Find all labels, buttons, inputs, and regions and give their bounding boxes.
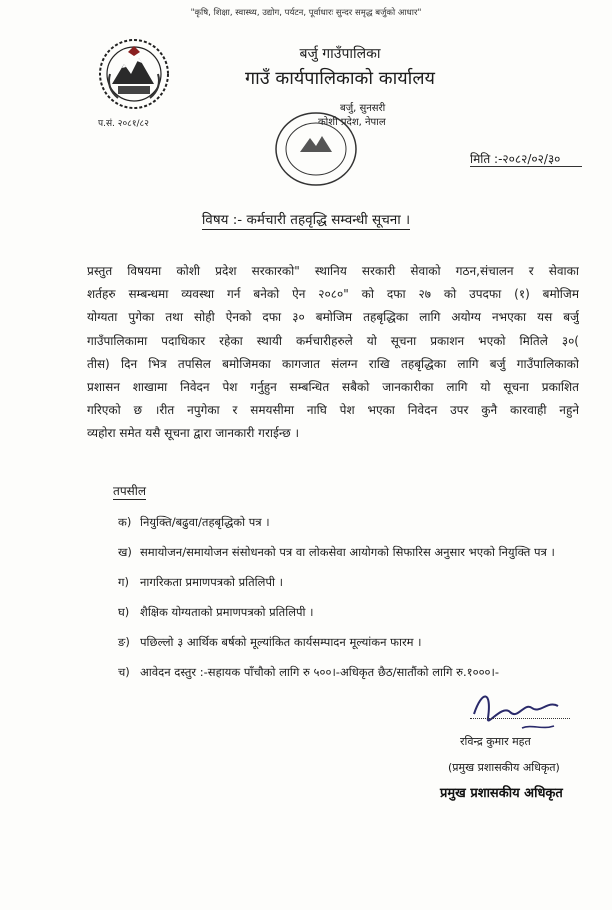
list-item-label: ङ)	[118, 635, 130, 649]
list-item	[112, 602, 582, 623]
list-item-label: क)	[118, 515, 132, 529]
list-item-text: आवेदन दस्तुर :-सहायक पाँचौको लागि रु ५००।-अधिकृत छैठ/सातौंको लागि रु.१०००।-	[140, 665, 500, 679]
office-title: गाउँ कार्यपालिकाको कार्यालय	[245, 68, 435, 89]
signatory-stamp: प्रमुख प्रशासकीय अधिकृत	[440, 786, 563, 801]
notice-body	[87, 260, 579, 446]
list-item	[112, 512, 582, 533]
list-item-label: घ)	[118, 605, 130, 619]
body-line: तीस) दिन भित्र तपसिल बमोजिमका कागजात संलग्न राखि तहबृद्धिका लागि बर्जु गाउँपालिकाको	[87, 356, 579, 371]
list-item	[112, 542, 582, 563]
list-item-text: समायोजन/समायोजन संसोधनको पत्र वा लोकसेवा आयोगको सिफारिस अनुसार भएको नियुक्ति पत्र ।	[140, 545, 555, 559]
list-item-text: नागरिकता प्रमाणपत्रको प्रतिलिपी ।	[140, 575, 283, 589]
subject-text: विषय :- कर्मचारी तहवृद्धि सम्वन्धी सूचना ।	[201, 212, 411, 228]
body-line: व्यहोरा समेत यसै सूचना द्वारा जानकारी गराईन्छ ।	[87, 426, 300, 441]
list-item-text: पछिल्लो ३ आर्थिक बर्षको मूल्यांकित कार्यसम्पादन मूल्यांकन फारम ।	[140, 635, 422, 649]
date-label: मिति :-२०८२/०२/३०	[470, 152, 561, 166]
office-province: कोशी प्रदेश, नेपाल	[318, 117, 386, 128]
list-item	[112, 572, 582, 593]
signatory-role: (प्रमुख प्रशासकीय अधिकृत)	[448, 761, 560, 774]
annex-list	[112, 512, 582, 692]
body-line: योग्यता पुगेका तथा सोही ऐनको दफा ३० बमोजिम तहबृद्धिका लागि अयोग्य नभएका यस बर्जु	[87, 310, 579, 325]
org-name: बर्जु गाउँपालिका	[299, 46, 381, 62]
signature-line	[470, 718, 570, 719]
list-item-label: ख)	[118, 545, 132, 559]
body-line: गरिएको छ ।रीत नपुगेका र समयसीमा नाघि पेश भएका निवेदन उपर कुनै कारवाही नहुने	[87, 403, 579, 418]
body-line: गाउँपालिकामा पदाधिकार रहेका स्थायी कर्मचारीहरुले यो सूचना प्रकाशन भएको मितिले ३०(	[87, 333, 579, 348]
signatory-name: रविन्द्र कुमार महत	[460, 735, 531, 748]
fiscal-year-label: प.सं. २०८१/८२	[98, 119, 149, 129]
office-address: बर्जु, सुनसरी	[340, 103, 386, 114]
body-line: प्रस्तुत विषयमा कोशी प्रदेश सरकारको" स्थानिय सरकारी सेवाको गठन,संचालन र सेवाका	[87, 264, 579, 278]
motto-line: "कृषि, शिक्षा, स्वास्थ्य, उद्योग, पर्यटन, पूर्वाधारः सुन्दर समृद्ध बर्जुको आधार"	[190, 8, 422, 18]
list-item-text: शैक्षिक योग्यताको प्रमाणपत्रको प्रतिलिपी ।	[140, 605, 314, 619]
body-line: प्रशासन शाखामा निवेदन पेश गर्नुहुन सम्बन्धित सबैको जानकारीका लागि यो सूचना प्रकाशित	[87, 380, 579, 395]
list-item	[112, 632, 582, 653]
list-item-label: च)	[118, 665, 130, 679]
date-underline	[470, 166, 582, 167]
list-item-label: ग)	[118, 575, 129, 589]
list-item-text: नियुक्ति/बढुवा/तहबृद्धिको पत्र ।	[140, 515, 270, 529]
annex-heading: तपसील	[113, 484, 147, 498]
office-seal-stamp	[268, 106, 364, 192]
notice-subject	[0, 210, 612, 228]
body-line: शर्तहरु सम्बन्धमा व्यवस्था गर्न बनेको ऐन २०८०" को दफा २७ को उपदफा (१) बमोजिम	[87, 287, 579, 302]
list-item	[112, 662, 582, 683]
